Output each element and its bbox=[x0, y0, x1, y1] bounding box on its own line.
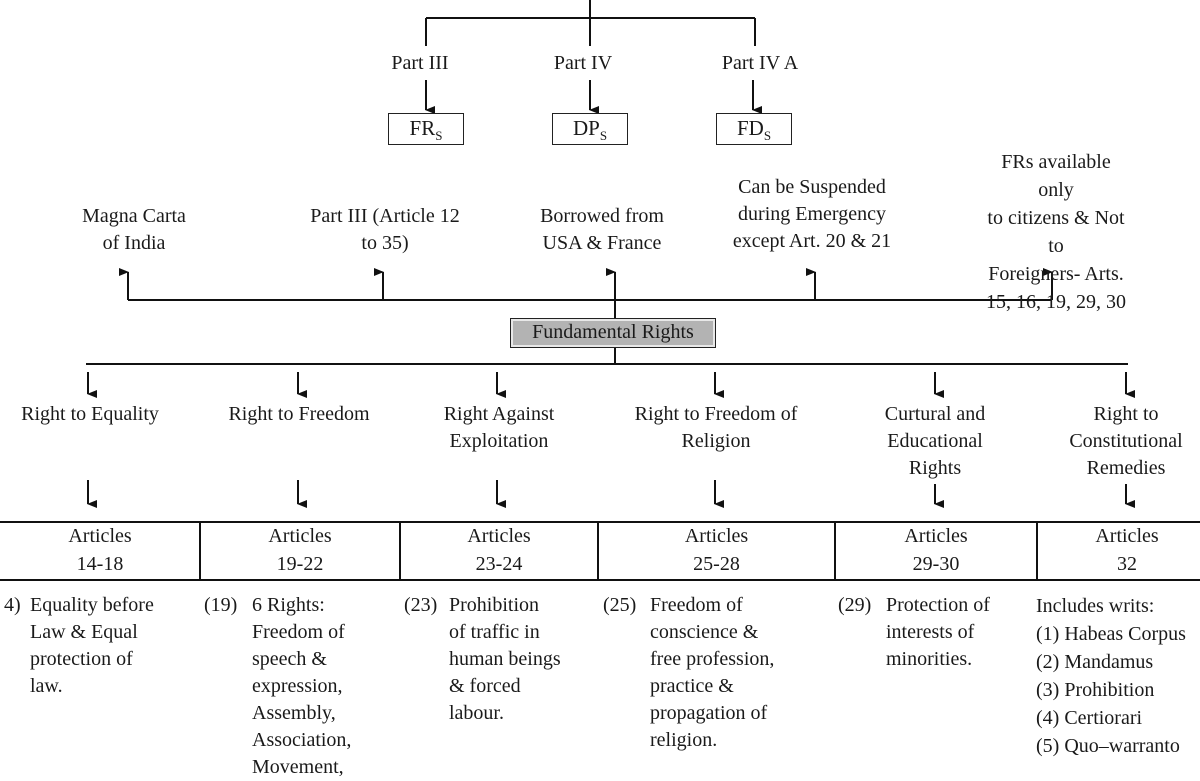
articles-cell-1: Articles 14-18 bbox=[68, 525, 132, 575]
detail-text-1: Equality before Law & Equal protection of law. bbox=[30, 594, 154, 697]
right-equality: Right to Equality bbox=[21, 403, 159, 425]
articles-cell-3: Articles 23-24 bbox=[467, 525, 531, 575]
part-label-iii: Part III bbox=[391, 52, 449, 74]
detail-number-5: (29) bbox=[838, 594, 872, 616]
articles-cell-4: Articles 25-28 bbox=[684, 525, 749, 575]
feature-citizens-only: FRs available only to citizens & Not to Foreigners- Arts. 15, 16, 19, 29, 30 bbox=[986, 151, 1126, 313]
detail-number-4: (25) bbox=[603, 594, 637, 616]
frs-box-text: FR bbox=[409, 116, 436, 140]
feature-part-iii-articles: Part III (Article 12 to 35) bbox=[310, 205, 460, 254]
detail-text-5: Protection of interests of minorities. bbox=[886, 594, 990, 670]
right-constitutional-remedies: Right to Constitutional Remedies bbox=[1069, 403, 1183, 479]
right-against-exploitation: Right Against Exploitation bbox=[443, 403, 555, 452]
feature-borrowed: Borrowed from USA & France bbox=[540, 205, 664, 254]
articles-cell-6: Articles 32 bbox=[1095, 525, 1159, 575]
frs-box bbox=[388, 113, 464, 145]
feature-magna-carta: Magna Carta of India bbox=[82, 205, 186, 254]
fds-box bbox=[716, 113, 792, 145]
part-label-iv: Part IV bbox=[553, 52, 613, 74]
right-cultural-educational: Curtural and Educational Rights bbox=[884, 403, 986, 479]
articles-cell-5: Articles 29-30 bbox=[904, 525, 968, 575]
detail-text-4: Freedom of conscience & free profession, practice & propagation of religion. bbox=[650, 594, 775, 751]
right-freedom: Right to Freedom bbox=[228, 403, 370, 425]
detail-text-6: Includes writs: (1) Habeas Corpus (2) Mandamus (3) Prohibition (4) Certiorari (5) Quo–warranto bbox=[1036, 595, 1186, 757]
detail-text-3: Prohibition of traffic in human beings & forced labour. bbox=[449, 594, 561, 724]
right-freedom-of-religion: Right to Freedom of Religion bbox=[634, 403, 798, 452]
detail-number-3: (23) bbox=[404, 594, 438, 616]
dps-box-subscript: S bbox=[599, 128, 608, 144]
dps-box-text: DP bbox=[572, 116, 600, 140]
fds-box-text: FD bbox=[736, 116, 764, 140]
frs-box-subscript: S bbox=[435, 128, 443, 144]
detail-number-1: 4) bbox=[4, 594, 21, 616]
fundamental-rights-title: Fundamental Rights bbox=[510, 318, 716, 348]
feature-suspension: Can be Suspended during Emergency except Art. 20 & 21 bbox=[732, 176, 892, 252]
dps-box bbox=[552, 113, 628, 145]
fds-box-subscript: S bbox=[763, 128, 772, 144]
articles-cell-2: Articles 19-22 bbox=[268, 525, 332, 575]
part-label-iva: Part IV A bbox=[721, 52, 799, 74]
detail-text-2: 6 Rights: Freedom of speech & expression, Assembly, Association, Movement, bbox=[252, 594, 352, 778]
detail-number-2: (19) bbox=[204, 594, 238, 616]
